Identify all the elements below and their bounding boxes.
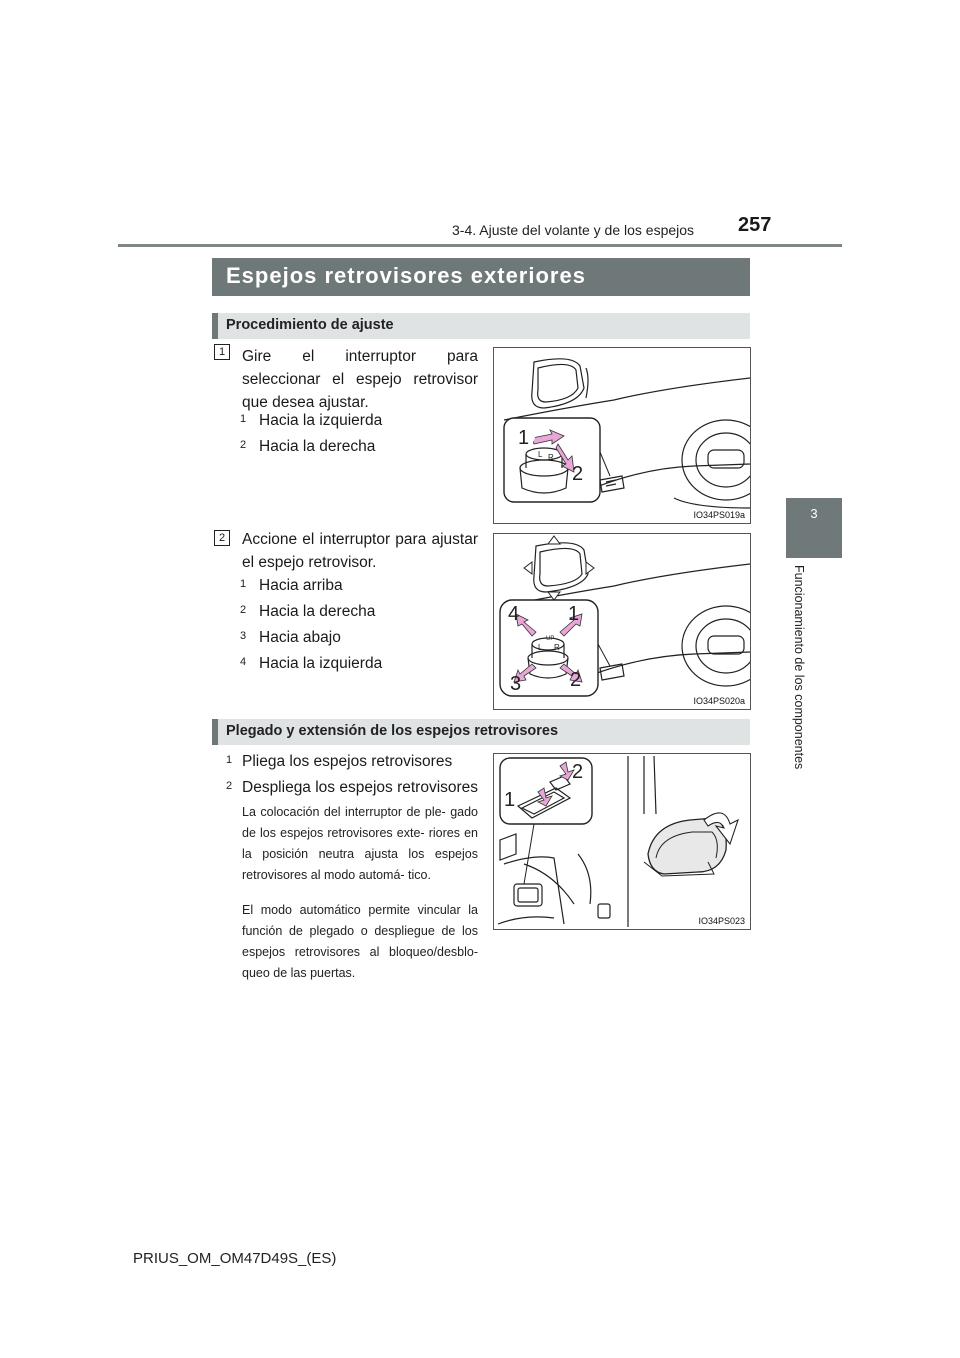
step-2-item-3-text: Hacia abajo (259, 629, 341, 646)
subheading-fold-label: Plegado y extensión de los espejos retrovisores (226, 723, 559, 739)
figure-3-callout-2: 2 (572, 761, 584, 783)
chapter-number: 3 (810, 506, 818, 521)
svg-text:UP: UP (546, 636, 555, 642)
subheading-adjust (212, 313, 750, 339)
step-1-item-2-number: 2 (239, 439, 247, 451)
svg-text:L: L (538, 450, 543, 459)
figure-3-callout-1: 1 (504, 789, 516, 811)
step-1-item-1-number: 1 (239, 413, 247, 425)
fold-item-2-text: Despliega los espejos retrovisores (242, 779, 479, 796)
step-2-item-4-text: Hacia la izquierda (259, 655, 383, 672)
figure-1-callout-2: 2 (572, 463, 584, 485)
section-title: 3-4. Ajuste del volante y de los espejos (452, 222, 695, 238)
figure-mirror-fold-drawing (494, 754, 750, 929)
step-2-item-4-number: 4 (239, 656, 247, 668)
fold-note-1: La colocación del interruptor de ple- gado de los espejos retrovisores exte- riores en la posición neutra ajusta los espejos retrovisores al modo automá- tico. (242, 805, 478, 882)
page-title: Espejos retrovisores exteriores (226, 263, 586, 288)
figure-mirror-adjust-drawing (494, 534, 750, 709)
figure-2-callout-1: 1 (568, 603, 580, 625)
step-2-item-1-text: Hacia arriba (259, 577, 343, 594)
step-1-marker: 1 (214, 344, 230, 360)
figure-2-callout-2: 2 (570, 669, 582, 691)
step-1-item-2-text: Hacia la derecha (259, 438, 376, 455)
fold-item-1-number: 1 (225, 754, 233, 766)
step-2-item-2-number: 2 (239, 604, 247, 616)
svg-text:R: R (554, 643, 560, 652)
document-code: PRIUS_OM_OM47D49S_(ES) (133, 1250, 337, 1267)
step-2-text: Accione el interruptor para ajustar el espejo retrovisor. (242, 531, 478, 571)
step-2-marker: 2 (214, 530, 230, 546)
svg-text:L: L (538, 643, 543, 652)
svg-text:R: R (548, 453, 554, 462)
figure-3-code: IO34PS023 (698, 916, 745, 926)
subheading-adjust-label: Procedimiento de ajuste (226, 317, 394, 333)
page-number: 257 (738, 214, 772, 236)
step-2-item-1-number: 1 (239, 578, 247, 590)
figure-1-callout-1: 1 (518, 427, 530, 449)
chapter-tab (786, 498, 842, 558)
step-2-item-3-number: 3 (239, 630, 247, 642)
figure-mirror-select-drawing (494, 348, 750, 523)
chapter-label: Funcionamiento de los componentes (792, 565, 806, 770)
figure-2-callout-4: 4 (508, 603, 520, 625)
fold-item-2-number: 2 (225, 780, 233, 792)
fold-note-2: El modo automático permite vincular la función de plegado o despliegue de los espejos retrovisores al bloqueo/desblo- queo de las puertas. (242, 903, 478, 980)
header-rule (118, 244, 842, 247)
step-1-item-1-text: Hacia la izquierda (259, 412, 383, 429)
step-2-item-2-text: Hacia la derecha (259, 603, 376, 620)
fold-item-1-text: Pliega los espejos retrovisores (242, 753, 453, 770)
step-1-text: Gire el interruptor para seleccionar el espejo retrovisor que desea ajustar. (242, 348, 478, 411)
figure-mirror-adjust (493, 533, 751, 710)
figure-2-callout-3: 3 (510, 673, 522, 695)
figure-2-code: IO34PS020a (693, 696, 745, 706)
page-title-bar (212, 258, 750, 296)
figure-mirror-select (493, 347, 751, 524)
figure-1-code: IO34PS019a (693, 510, 745, 520)
figure-mirror-fold (493, 753, 751, 930)
subheading-fold (212, 719, 750, 745)
